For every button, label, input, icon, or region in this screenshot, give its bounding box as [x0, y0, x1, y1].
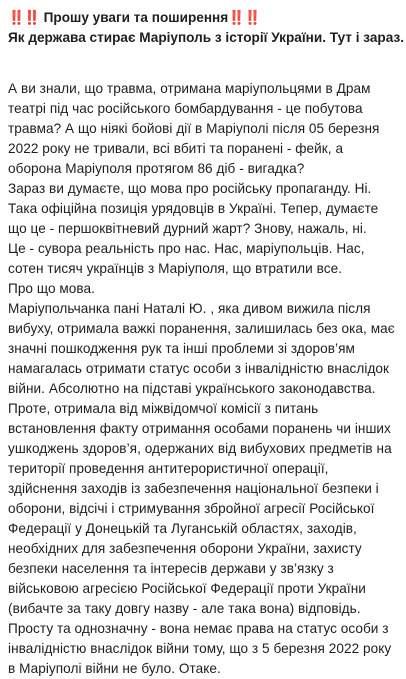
- paragraph-commission-answer: Проте, отримала від міжвідомчої комісії з питань встановлення факту отримання особами поранень чи інших ушкоджень здоров’я, одержаних від вибухових предметів на території проведення антитерористичної операції, здійснення заходів із забезпечення національної безпеки і оборони, відсічі і стримування збройної агресії Російської Федерації у Донецькій та Луганській областях, заходів, необхідних для забезпечення оборони України, захисту безпеки населення та інтересів держави у зв’язку з військовою агресією Російської Федерації проти України (вибачте за таку довгу назву - але така вона) відповідь. Просту та однозначну - вона немає права на статус особи з інвалідністю внаслідок війни тому, що з 5 березня 2022 року в Маріуполі війни не було. Отаке.: [8, 401, 392, 676]
- paragraph-drama-theatre: А ви знали, що травма, отримана маріупольцями в Драм театрі під час російського бомбардування - це побутова травма? А що ніякі бойові дії в Маріуполі після 05 березня 2022 року не тривали, всі вбиті та поранені - фейк, а оборона Маріуполя протягом 86 діб - вигадка?: [8, 81, 380, 176]
- post-subtitle: Як держава стирає Маріуполь з історії України. Тут і зараз.: [8, 30, 404, 45]
- double-exclamation-icon-left: ‼️‼️: [8, 10, 40, 25]
- post-title-text: Прошу уваги та поширення: [43, 10, 229, 25]
- double-exclamation-icon-right: ‼️‼️: [228, 10, 261, 25]
- post-title: [8, 8, 398, 28]
- paragraph-official-position: Зараз ви думаєте, що мова про російську пропаганду. Ні. Така офіційна позиція урядовців в Україні. Тепер, думаєте що це - першоквітневий дурний жарт? Знову, нажаль, ні.: [8, 181, 379, 236]
- paragraph-natali-story: Маріупольчанка пані Наталі Ю. , яка дивом вижила після вибуху, отримала важкі поранення, залишилась без ока, має значні пошкодження рук та інші проблеми зі здоров’ям намагалась отримати статус особи з інвалідністю внаслідок війни. Абсолютно на підставі українського законодавства.: [8, 301, 395, 396]
- paragraph-what-about: Про що мова.: [8, 281, 95, 296]
- blank-line: [8, 48, 398, 79]
- paragraph-harsh-reality: Це - сувора реальність про нас. Нас, маріупольців. Нас, сотен тисяч українців з Маріуполя, що втратили все.: [8, 241, 365, 276]
